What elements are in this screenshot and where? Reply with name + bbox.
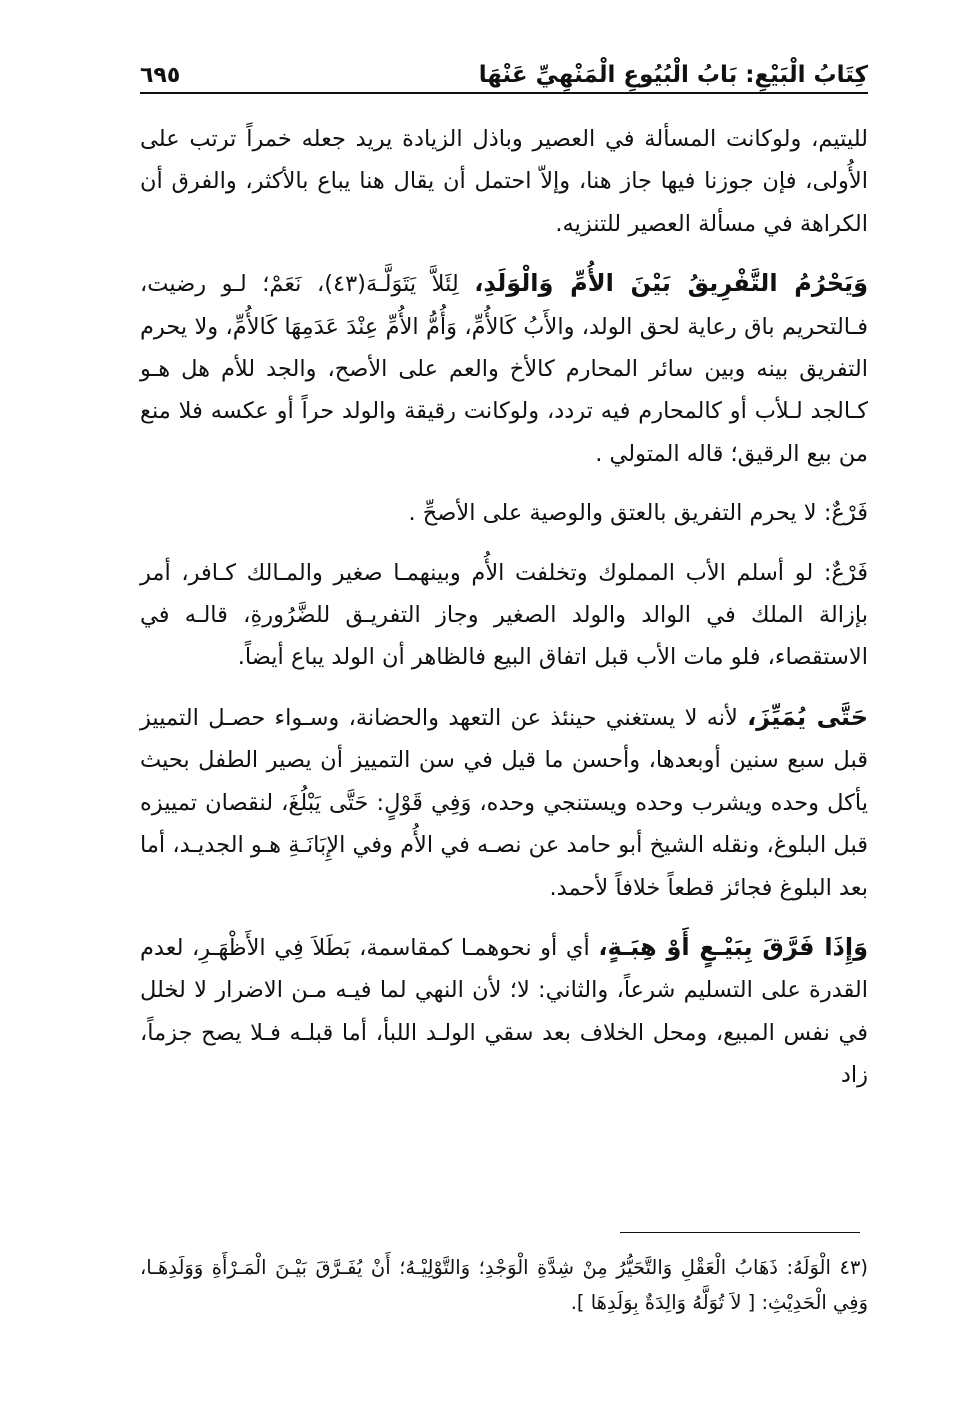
paragraph: [140, 492, 868, 534]
matn-lead: حَتَّى يُمَيِّزَ،: [747, 702, 868, 731]
main-text: [140, 118, 868, 1114]
footnote: [140, 1250, 868, 1320]
running-header: [140, 48, 868, 94]
footnote-text: الْوَلَهُ: ذَهَابُ الْعَقْلِ وَالتَّحَيُّرُ مِنْ شِدَّةِ الْوَجْدِ؛ وَالتَّوْلِيْـهُ؛ أَنْ يُفَـرَّقَ بَيْـنَ الْمَـرْأَةِ وَوَلَدِهَـا، وَفِي الْحَدِيْثِ: [ لاَ تُوَلَّهُ وَالِدَةٌ بِوَلَدِهَا ].: [140, 1256, 868, 1314]
paragraph-text: أي أو نحوهمـا كمقاسمة، بَطَلاَ فِي الأَظْهَـرِ، لعدم القدرة على التسليم شرعاً، والثاني: لا؛ لأن النهي لما فيـه مـن الاضرار لا لخلل في نفس المبيع، ومحل الخلاف بعد سقي الولـد اللبأ، أما قبلـه فـلا يصح جزماً، زاد: [140, 934, 868, 1089]
paragraph: [140, 926, 868, 1097]
paragraph: [140, 118, 868, 245]
page-number: ٦٩٥: [140, 63, 181, 88]
matn-lead: وَإِذَا فَرَّقَ بِبَيْـعٍ أَوْ هِبَـةٍ،: [598, 932, 869, 961]
paragraph: [140, 552, 868, 679]
footnote-divider: [620, 1232, 860, 1233]
footnote-paragraph: [140, 1250, 868, 1320]
far-lead: فَرْعٌ:: [823, 559, 869, 586]
paragraph-text: لا يحرم التفريق بالعتق والوصية على الأصحِّ .: [408, 500, 817, 527]
far-lead: فَرْعٌ:: [823, 500, 868, 527]
header-title: كِتَابُ الْبَيْعِ: بَابُ الْبُيُوعِ الْمَنْهِيِّ عَنْهَا: [478, 62, 868, 88]
matn-lead: وَيَحْرُمُ التَّفْرِيقُ بَيْنَ الأُمِّ وَالْوَلَدِ،: [474, 269, 868, 298]
paragraph-text: لو أسلم الأب المملوك وتخلفت الأُم وبينهمـا صغير والمـالك كـافر، أمر بإزالة الملك في الوالد والولد الصغير وجاز التفريـق للضَّرُورةِ، قالـه في الاستقصاء، فلو مات الأب قبل اتفاق البيع فالظاهر أن الولد يباع أيضاً.: [140, 559, 868, 671]
paragraph: [140, 696, 868, 909]
paragraph-text: لأنه لا يستغني حينئذ عن التعهد والحضانة، وسـواء حصـل التمييز قبل سبع سنين أوبعدها، وأحسن ما قيل في سن التمييز أن يصير الطفل بحيث يأكل وحده ويشرب وحده ويستنجي وحده، وَفِي قَوْلٍ: حَتَّى يَبْلُغَ، لنقصان تمييزه قبل البلوغ، ونقله الشيخ أبو حامد عن نصـه في الأُم وفي الإِبَانَـةِ هـو الجديـد، أما بعد البلوغ فجائز قطعاً خلافاً لأحمد.: [140, 704, 868, 901]
paragraph-text: لليتيم، ولوكانت المسألة في العصير وباذل الزيادة يريد جعله خمراً ترتب على الأُولى، فإن جوزنا فيها جاز هنا، وإلاّ احتمل أن يقال هنا يباع بالأكثر، والفرق أن الكراهة في مسألة العصير للتنزيه.: [140, 126, 868, 237]
paragraph-text: لِئَلاَّ يَتَوَلَّـهَ(٤٣)، نَعَمْ؛ لـو رضيت، فـالتحريم باق رعاية لحق الولد، والأَبُ كَالأُمِّ، وَأُمُّ الأُمِّ عِنْدَ عَدَمِهَا كَالأُمِّ، ولا يحرم التفريق بينه وبين سائر المحارم كالأخ والعم على الأصح، والجد للأم هل هـو كـالجد لـلأب أو كالمحارم فيه تردد، ولوكانت رقيقة والولد حراً أو عكسه فلا منع من بيع الرقيق؛ قاله المتولي .: [140, 271, 868, 467]
paragraph: [140, 262, 868, 475]
footnote-number: (٤٣: [839, 1256, 868, 1279]
